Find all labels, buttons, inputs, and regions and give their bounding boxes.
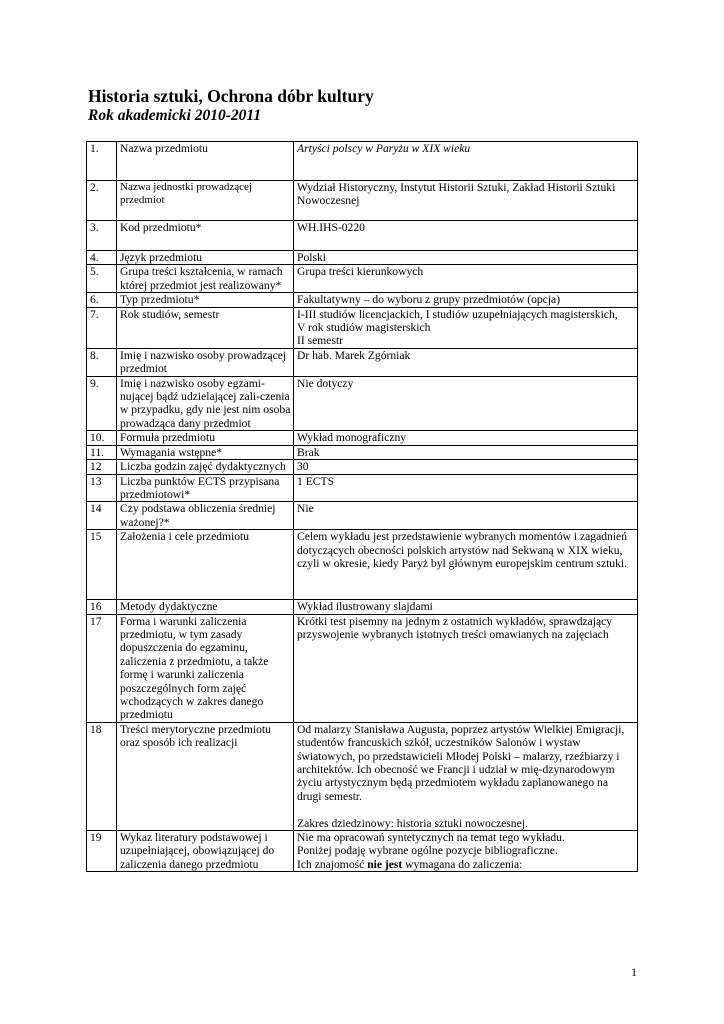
table-row xyxy=(87,460,638,474)
row-number: 9. xyxy=(87,376,117,431)
value-line: II semestr xyxy=(297,334,344,348)
row-label: Metody dydaktyczne xyxy=(117,600,294,614)
table-row xyxy=(87,431,638,445)
row-number: 17 xyxy=(87,614,117,722)
row-number: 12 xyxy=(87,460,117,474)
row-value xyxy=(294,831,638,872)
row-number: 7. xyxy=(87,307,117,348)
syllabus-table xyxy=(86,141,638,872)
document-subtitle: Rok akademicki 2010-2011 xyxy=(88,107,262,124)
table-row xyxy=(87,831,638,872)
row-number: 14 xyxy=(87,502,117,530)
row-value xyxy=(294,722,638,830)
row-number: 1. xyxy=(87,142,117,181)
row-label: Rok studiów, semestr xyxy=(117,307,294,348)
value-line: V rok studiów magisterskich xyxy=(297,321,431,335)
table-row xyxy=(87,348,638,376)
table-row xyxy=(87,142,638,181)
row-value: Wydział Historyczny, Instytut Historii Sztuki, Zakład Historii Sztuki Nowoczesnej xyxy=(294,181,638,221)
row-number: 10. xyxy=(87,431,117,445)
row-value: Celem wykładu jest przedstawienie wybranych momentów i zagadnień dotyczących obecności polskich artystów nad Sekwaną w XIX wieku, czyli w okresie, kiedy Paryż był głównym europejskim centrum sztuki. xyxy=(294,530,638,600)
row-value: Fakultatywny – do wyboru z grupy przedmiotów (opcja) xyxy=(294,293,638,307)
row-label: Język przedmiotu xyxy=(117,251,294,265)
table-row xyxy=(87,265,638,293)
table-row xyxy=(87,293,638,307)
row-label: Forma i warunki zaliczenia przedmiotu, w tym zasady dopuszczenia do egzaminu, zaliczenia z przedmiotu, a także formę i warunki zaliczenia poszczególnych form zajęć wchodzących w zakres danego przedmiotu xyxy=(117,614,294,722)
row-number: 13 xyxy=(87,474,117,502)
row-label: Nazwa przedmiotu xyxy=(117,142,294,181)
row-value xyxy=(294,307,638,348)
table-row xyxy=(87,307,638,348)
table-row xyxy=(87,600,638,614)
table-row xyxy=(87,722,638,830)
value-line: Nie ma opracowań syntetycznych na temat tego wykładu. xyxy=(297,831,565,845)
row-label: Grupa treści kształcenia, w ramach której przedmiot jest realizowany* xyxy=(117,265,294,293)
row-value: Grupa treści kierunkowych xyxy=(294,265,638,293)
value-pre: Ich znajomość xyxy=(297,857,368,871)
row-label: Typ przedmiotu* xyxy=(117,293,294,307)
row-value: Brak xyxy=(294,445,638,459)
row-value: 1 ECTS xyxy=(294,474,638,502)
row-number: 19 xyxy=(87,831,117,872)
value-line xyxy=(297,858,635,871)
row-label: Liczba godzin zajęć dydaktycznych xyxy=(117,460,294,474)
row-number: 2. xyxy=(87,181,117,221)
table-row xyxy=(87,376,638,431)
row-value: Nie dotyczy xyxy=(294,376,638,431)
row-label: Liczba punktów ECTS przypisana przedmiotowi* xyxy=(117,474,294,502)
table-row xyxy=(87,221,638,251)
table-row xyxy=(87,445,638,459)
row-label: Wykaz literatury podstawowej i uzupełniającej, obowiązującej do zaliczenia danego przedmiotu xyxy=(117,831,294,872)
value-line: I-III studiów licencjackich, I studiów uzupełniających magisterskich, xyxy=(297,307,618,321)
course-scope-text: Zakres dziedzinowy: historia sztuki nowoczesnej. xyxy=(297,816,528,830)
row-value: Wykład ilustrowany slajdami xyxy=(294,600,638,614)
course-name-value: Artyści polscy w Paryżu w XIX wieku xyxy=(294,142,638,181)
document-title: Historia sztuki, Ochrona dóbr kultury xyxy=(88,86,374,106)
row-number: 15 xyxy=(87,530,117,600)
table-row xyxy=(87,530,638,600)
row-value: WH.IHS-0220 xyxy=(294,221,638,251)
row-label: Formuła przedmiotu xyxy=(117,431,294,445)
row-label: Imię i nazwisko osoby prowadzącej przedmiot xyxy=(117,348,294,376)
value-line: Poniżej podaję wybrane ogólne pozycje bibliograficzne. xyxy=(297,844,558,858)
row-number: 8. xyxy=(87,348,117,376)
row-label: Założenia i cele przedmiotu xyxy=(117,530,294,600)
row-number: 4. xyxy=(87,251,117,265)
row-number: 5. xyxy=(87,265,117,293)
row-value: Dr hab. Marek Zgórniak xyxy=(294,348,638,376)
row-label: Imię i nazwisko osoby egzami-nującej bądź udzielającej zali-czenia w przypadku, gdy nie jest nim osoba prowadząca dany przedmiot xyxy=(117,376,294,431)
table-row xyxy=(87,614,638,722)
row-label: Nazwa jednostki prowadzącej przedmiot xyxy=(117,181,294,221)
table-row xyxy=(87,502,638,530)
row-value: 30 xyxy=(294,460,638,474)
row-value: Nie xyxy=(294,502,638,530)
row-label: Kod przedmiotu* xyxy=(117,221,294,251)
row-number: 6. xyxy=(87,293,117,307)
row-number: 18 xyxy=(87,722,117,830)
table-row xyxy=(87,474,638,502)
row-value: Polski xyxy=(294,251,638,265)
value-post: wymagana do zaliczenia: xyxy=(402,857,523,871)
row-label: Treści merytoryczne przedmiotu oraz sposób ich realizacji xyxy=(117,722,294,830)
row-value: Krótki test pisemny na jednym z ostatnich wykładów, sprawdzający przyswojenie wybranych istotnych treści omawianych na zajęciach xyxy=(294,614,638,722)
value-emphasis: nie jest xyxy=(367,857,403,871)
row-value: Wykład monograficzny xyxy=(294,431,638,445)
row-number: 11. xyxy=(87,445,117,459)
page-number: 1 xyxy=(631,965,637,979)
table-row xyxy=(87,181,638,221)
table-row xyxy=(87,251,638,265)
row-number: 16 xyxy=(87,600,117,614)
row-number: 3. xyxy=(87,221,117,251)
course-content-text: Od malarzy Stanisława Augusta, poprzez artystów Wielkiej Emigracji, studentów francuskich szkół, uczestników Salonów i wystaw światowych, po przedstawicieli Młodej Polski – malarzy, rzeźbiarzy i architektów. Ich obecność we Francji i udział w mię-dzynarodowym życiu artystycznym będą przedmiotem wykładu zaplanowanego na drugi semestr. xyxy=(297,722,625,803)
row-label: Czy podstawa obliczenia średniej ważonej?* xyxy=(117,502,294,530)
row-label: Wymagania wstępne* xyxy=(117,445,294,459)
